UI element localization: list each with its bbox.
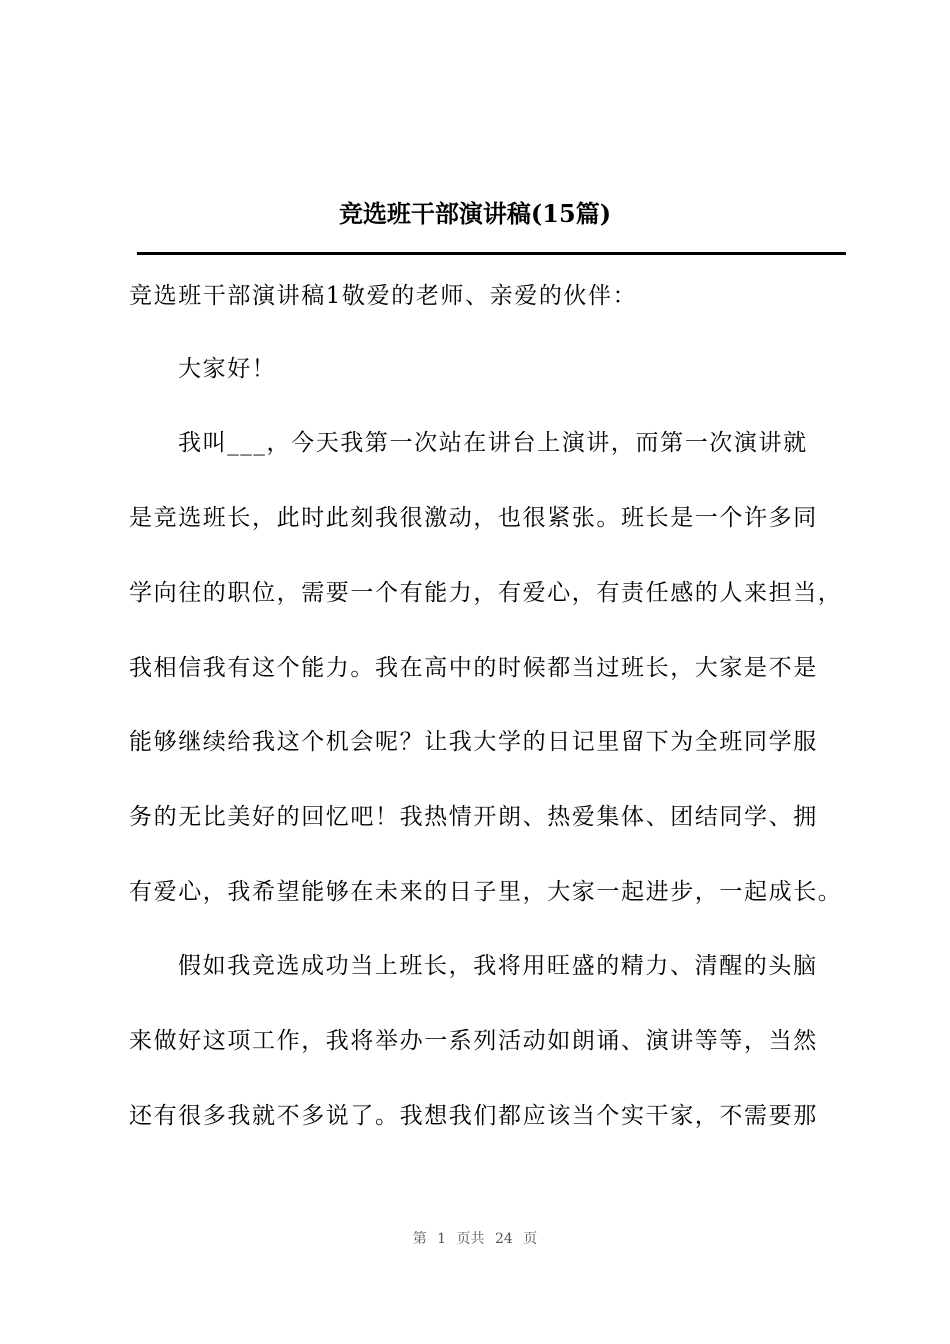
page-title: 竞选班干部演讲稿(15篇): [338, 199, 612, 228]
text-line: 我相信我有这个能力。我在高中的时候都当过班长，大家是不是: [129, 655, 818, 681]
text-line: 竞选班干部演讲稿1敬爱的老师、亲爱的伙伴：: [129, 283, 638, 309]
text-line: 我叫___，今天我第一次站在讲台上演讲，而第一次演讲就: [178, 430, 808, 456]
text-line: 有爱心，我希望能够在未来的日子里，大家一起进步，一起成长。: [129, 879, 843, 905]
text-line: 还有很多我就不多说了。我想我们都应该当个实干家，不需要那: [129, 1103, 818, 1129]
page-number: 第 1 页共 24 页: [412, 1231, 538, 1247]
text-line: 来做好这项工作，我将举办一系列活动如朗诵、演讲等等，当然: [129, 1028, 818, 1054]
text-line: 能够继续给我这个机会呢？让我大学的日记里留下为全班同学服: [129, 729, 818, 755]
text-line: 是竞选班长，此时此刻我很激动，也很紧张。班长是一个许多同: [129, 505, 818, 531]
text-line: 学向往的职位，需要一个有能力，有爱心，有责任感的人来担当，: [129, 580, 843, 606]
title-divider: [137, 252, 846, 255]
text-line: 务的无比美好的回忆吧！我热情开朗、热爱集体、团结同学、拥: [129, 804, 818, 830]
text-line: 大家好！: [178, 356, 277, 382]
text-line: 假如我竞选成功当上班长，我将用旺盛的精力、清醒的头脑: [178, 953, 818, 979]
